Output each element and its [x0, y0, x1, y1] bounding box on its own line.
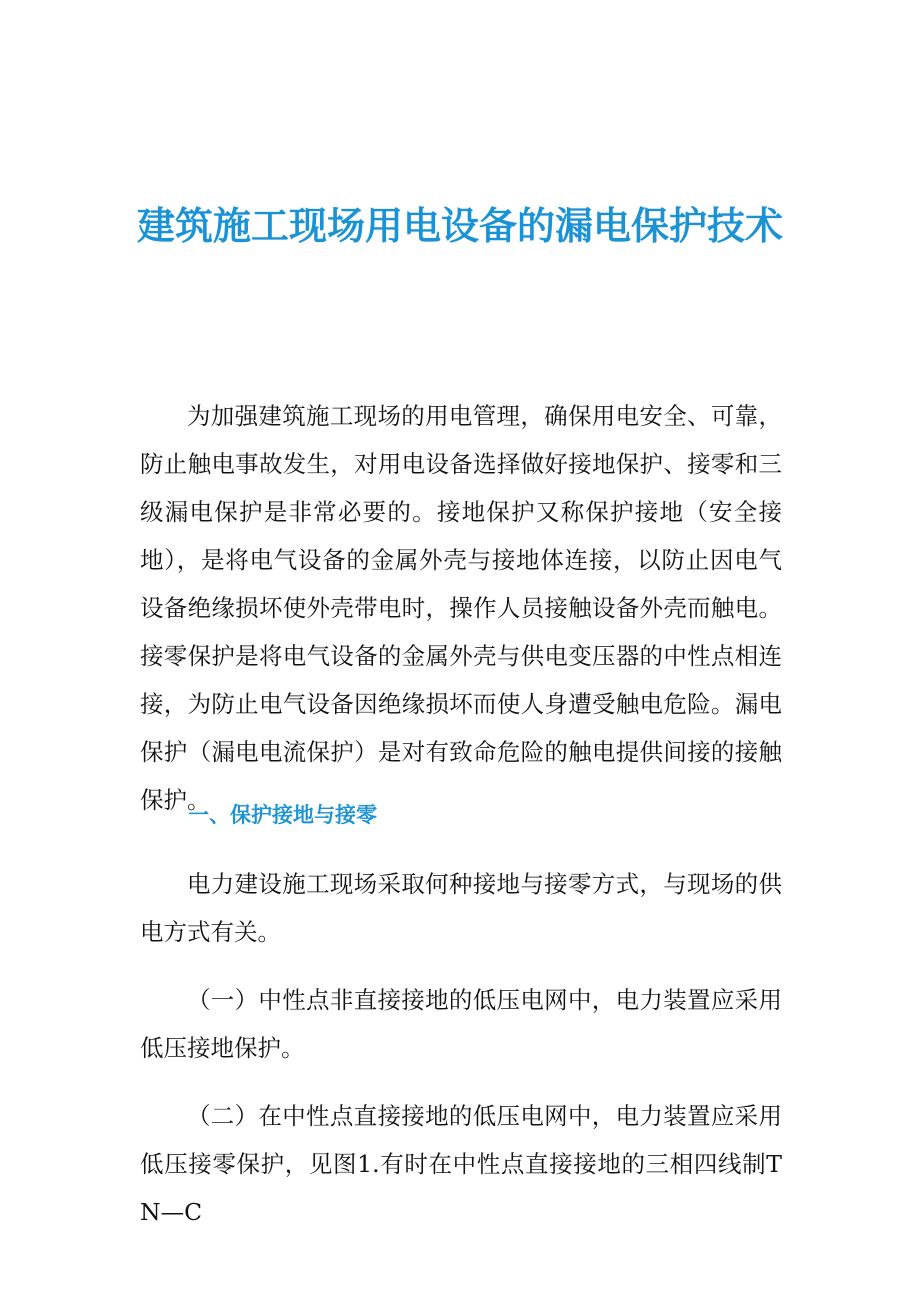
intro-paragraph: 为加强建筑施工现场的用电管理，确保用电安全、可靠，防止触电事故发生，对用电设备选择做好接地保护、接零和三级漏电保护是非常必要的。接地保护又称保护接地（安全接地），是将电气设备的金属外壳与接地体连接，以防止因电气设备绝缘损坏使外壳带电时，操作人员接触设备外壳而触电。接零保护是将电气设备的金属外壳与供电变压器的中性点相连接，为防止电气设备因绝缘损坏而使人身遭受触电危险。漏电保护（漏电电流保护）是对有致命危险的触电提供间接的接触保护。: [140, 402, 782, 814]
list-item-1: （一）中性点非直接接地的低压电网中，电力装置应采用低压接地保护。: [140, 986, 782, 1062]
section-heading: 一、保护接地与接零: [188, 803, 377, 827]
section-paragraph: 电力建设施工现场采取何种接地与接零方式，与现场的供电方式有关。: [140, 870, 782, 946]
document-title: 建筑施工现场用电设备的漏电保护技术: [136, 204, 783, 248]
list-item-2: （二）在中性点直接接地的低压电网中，电力装置应采用低压接零保护，见图1.有时在中性点直接接地的三相四线制TN—C: [140, 1102, 782, 1226]
